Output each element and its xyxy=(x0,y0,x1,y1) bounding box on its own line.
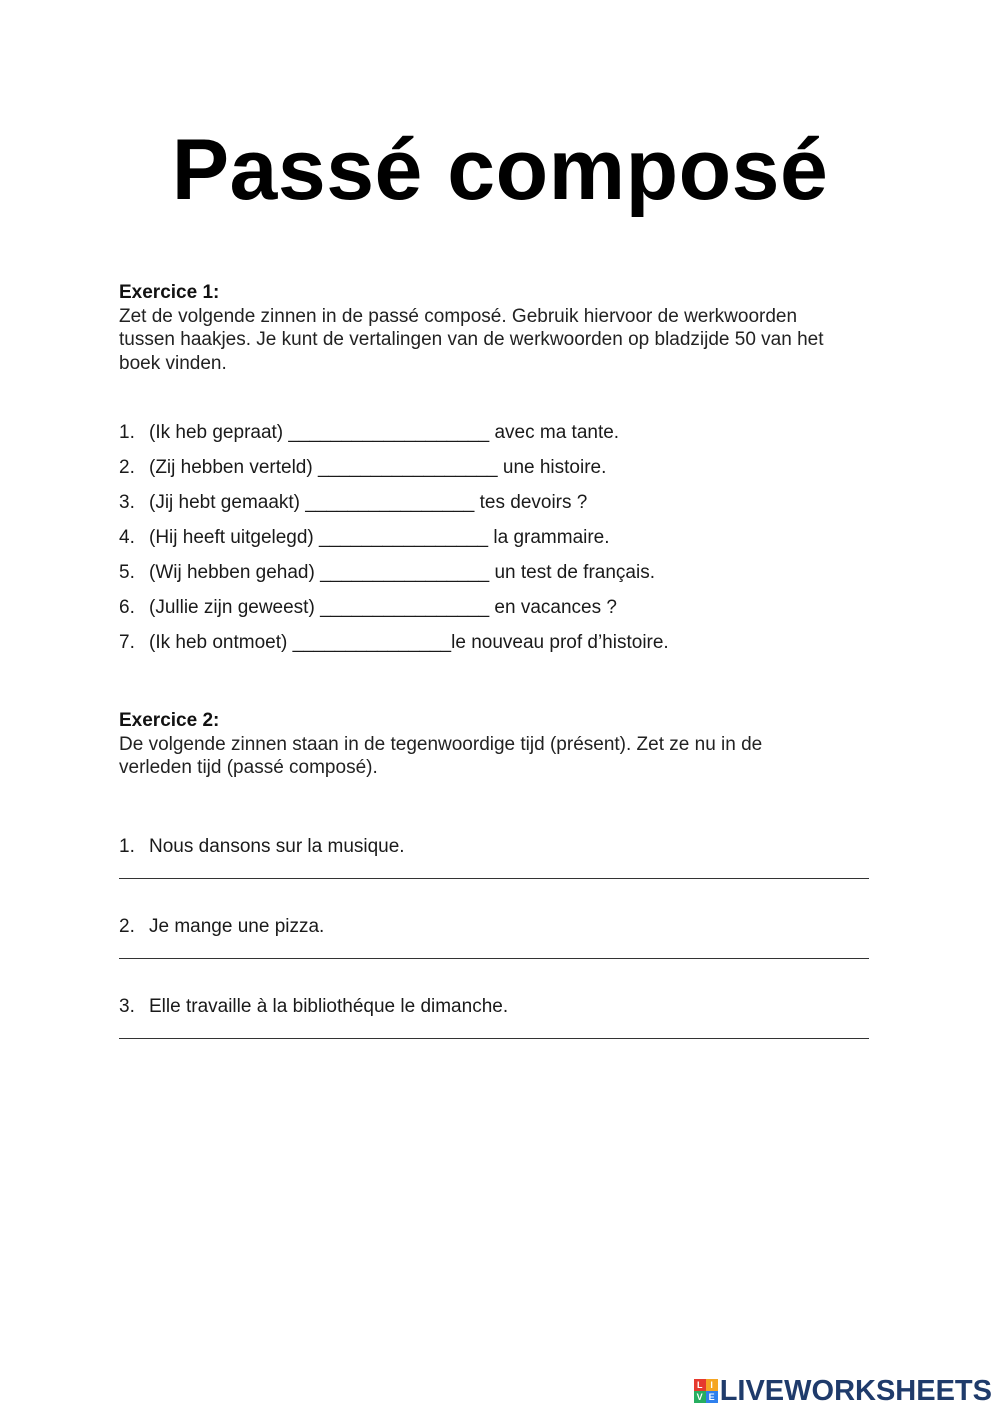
exercise-2-item xyxy=(119,834,879,914)
item-number: 7. xyxy=(119,632,135,653)
item-text[interactable]: (Jij hebt gemaakt) ________________ tes devoirs ? xyxy=(149,492,588,513)
exercise-2-heading: Exercice 2: xyxy=(119,710,220,731)
item-number: 2. xyxy=(119,457,135,478)
item-number: 3. xyxy=(119,492,135,513)
item-number: 5. xyxy=(119,562,135,583)
exercise-1-item xyxy=(119,450,879,485)
item-number: 1. xyxy=(119,836,135,857)
exercise-1-item xyxy=(119,625,879,660)
exercise-1-instruction-line: tussen haakjes. Je kunt de vertalingen van de werkwoorden op bladzijde 50 van het xyxy=(119,329,824,350)
item-text[interactable]: (Hij heeft uitgelegd) ________________ la grammaire. xyxy=(149,527,610,548)
answer-line[interactable] xyxy=(119,878,869,879)
item-text: Je mange une pizza. xyxy=(149,916,325,937)
logo-letter: V xyxy=(694,1391,706,1403)
liveworksheets-brand xyxy=(694,1374,992,1408)
item-text[interactable]: (Zij hebben verteld) _________________ une histoire. xyxy=(149,457,607,478)
exercise-1-item xyxy=(119,590,879,625)
exercise-1-instruction-line: Zet de volgende zinnen in de passé composé. Gebruik hiervoor de werkwoorden xyxy=(119,305,798,327)
exercise-2-item xyxy=(119,994,879,1074)
exercise-1-instruction-line: boek vinden. xyxy=(119,352,227,374)
exercise-1-item xyxy=(119,415,879,450)
exercise-2-instruction-line: verleden tijd (passé composé). xyxy=(119,757,378,778)
item-text[interactable]: (Ik heb gepraat) ___________________ avec ma tante. xyxy=(149,422,620,443)
answer-line[interactable] xyxy=(119,958,869,959)
exercise-1-item xyxy=(119,520,879,555)
logo-letter: L xyxy=(694,1379,706,1391)
item-text: Elle travaille à la bibliothéque le dimanche. xyxy=(149,996,509,1017)
item-text[interactable]: (Ik heb ontmoet) _______________le nouveau prof d’histoire. xyxy=(149,632,669,653)
item-number: 2. xyxy=(119,916,135,937)
item-number: 1. xyxy=(119,422,135,443)
logo-letter: E xyxy=(706,1391,718,1403)
item-number: 4. xyxy=(119,527,135,548)
item-number: 6. xyxy=(119,597,135,618)
answer-line[interactable] xyxy=(119,1038,869,1039)
item-text[interactable]: (Jullie zijn geweest) ________________ en vacances ? xyxy=(149,597,617,618)
exercise-2-list xyxy=(119,834,879,1074)
exercise-2-instruction-line: De volgende zinnen staan in de tegenwoordige tijd (présent). Zet ze nu in de xyxy=(119,733,763,755)
item-number: 3. xyxy=(119,996,135,1017)
liveworksheets-logo-icon xyxy=(694,1379,718,1403)
brand-name: LIVEWORKSHEETS xyxy=(719,1374,992,1407)
exercise-1-header xyxy=(119,281,879,375)
exercise-2-header xyxy=(119,709,879,780)
item-text[interactable]: (Wij hebben gehad) ________________ un test de français. xyxy=(149,562,655,583)
exercise-1-item xyxy=(119,485,879,520)
logo-letter: I xyxy=(706,1379,718,1391)
exercise-1-item xyxy=(119,555,879,590)
exercise-1-list xyxy=(119,415,879,660)
item-text: Nous dansons sur la musique. xyxy=(149,836,405,857)
exercise-1-heading: Exercice 1: xyxy=(119,282,220,303)
exercise-2-item xyxy=(119,914,879,994)
page-title: Passé composé xyxy=(171,122,829,218)
